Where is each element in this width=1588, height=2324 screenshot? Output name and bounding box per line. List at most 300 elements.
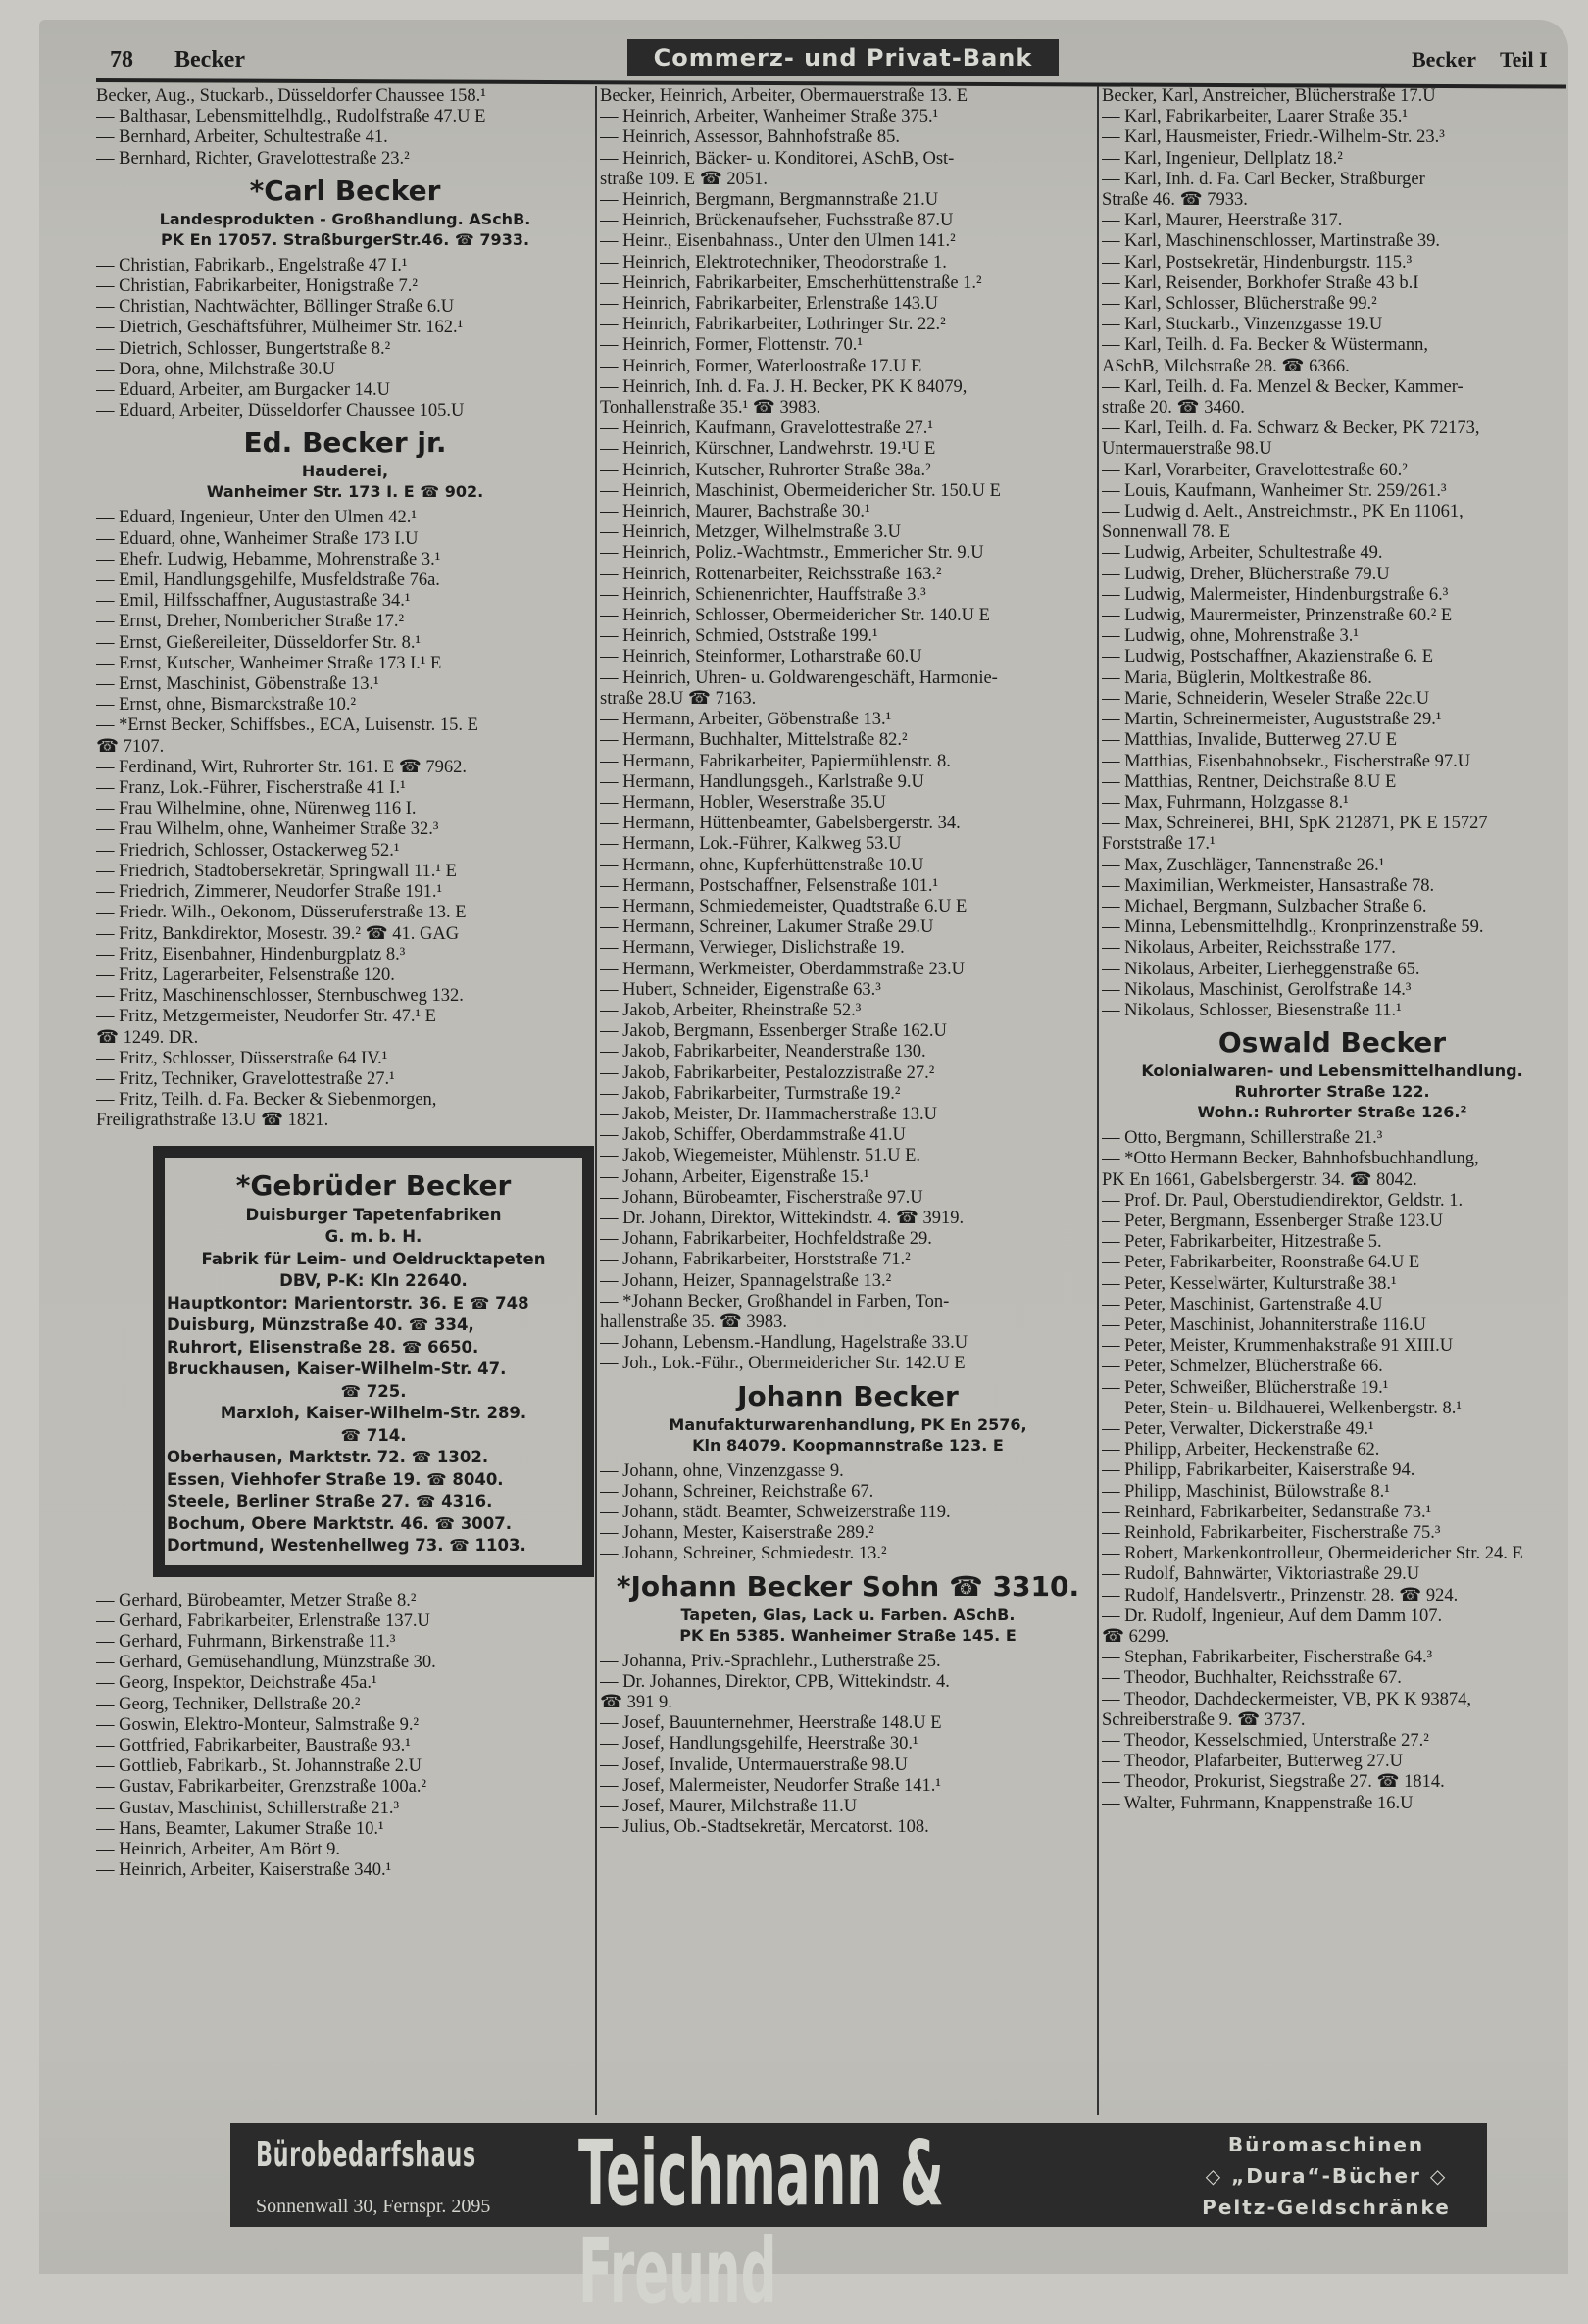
directory-entry	[1102, 1001, 1563, 1021]
directory-entry	[96, 1632, 594, 1653]
directory-entry	[600, 585, 1096, 606]
entry-line: — Friedrich, Stadtobersekretär, Springwall 11.¹ E	[96, 861, 457, 881]
directory-entry	[96, 86, 594, 107]
directory-entry	[600, 1333, 1096, 1354]
directory-entry	[600, 107, 1096, 127]
footer-ad-line: ◇ „Dura“-Bücher ◇	[1205, 2164, 1448, 2188]
entry-line: Becker, Aug., Stuckarb., Düsseldorfer Chaussee 158.¹	[96, 86, 486, 106]
directory-entry	[1102, 1544, 1563, 1564]
directory-entry	[96, 570, 594, 591]
entry-line: — Jakob, Wiegemeister, Mühlenstr. 51.U E.	[600, 1146, 921, 1166]
directory-column-3	[1102, 86, 1563, 1814]
entry-line: — Johann, Mester, Kaiserstraße 289.²	[600, 1523, 874, 1544]
directory-entry	[1102, 606, 1563, 626]
ad-line: G. m. b. H.	[324, 1227, 422, 1247]
entry-line: — Karl, Maurer, Heerstraße 317.	[1102, 211, 1343, 231]
entry-line: — Hubert, Schneider, Eigenstraße 63.³	[600, 979, 881, 1000]
directory-entry	[600, 543, 1096, 564]
ad-line: Duisburger Tapetenfabriken	[245, 1205, 502, 1224]
directory-entry	[96, 107, 594, 127]
entry-line: — Gerhard, Fabrikarbeiter, Erlenstraße 137.U	[96, 1610, 430, 1631]
directory-entry	[600, 190, 1096, 211]
directory-entry	[1102, 1794, 1563, 1814]
directory-entry	[96, 360, 594, 380]
directory-entry	[1102, 1295, 1563, 1315]
entry-line: — Ludwig, ohne, Mohrenstraße 3.¹	[1102, 626, 1359, 647]
entry-line: — Heinrich, Kürschner, Landwehrstr. 19.¹U E	[600, 439, 936, 460]
directory-entry	[1102, 294, 1563, 315]
entry-line: — Friedrich, Schlosser, Ostackerweg 52.¹	[96, 840, 400, 861]
entry-line: — Peter, Verwalter, Dickerstraße 49.¹	[1102, 1418, 1374, 1439]
entry-line: — Peter, Stein- u. Bildhauerei, Welkenbergstr. 8.¹	[1102, 1398, 1462, 1418]
directory-entry	[96, 799, 594, 819]
directory-entry	[1102, 1460, 1563, 1481]
entry-line: — Heinrich, Kaufmann, Gravelottestraße 27.¹	[600, 419, 933, 439]
entry-line: — Marie, Schneiderin, Weseler Straße 22c.U	[1102, 688, 1430, 709]
directory-entry	[600, 1354, 1096, 1374]
advertisement	[96, 425, 594, 502]
directory-entry	[600, 668, 1096, 710]
entry-line: — Heinrich, Former, Flottenstr. 70.¹	[600, 335, 863, 356]
directory-entry	[600, 1042, 1096, 1063]
entry-line: — Johann, Schreiner, Schmiedestr. 13.²	[600, 1544, 887, 1564]
entry-line: ASchB, Milchstraße 28. ☎ 6366.	[1102, 356, 1350, 376]
ad-line: Bochum, Obere Marktstr. 46. ☎ 3007.	[167, 1513, 513, 1533]
entry-line: — Karl, Teilh. d. Fa. Becker & Wüstermann,	[1102, 335, 1428, 356]
directory-entry	[600, 1001, 1096, 1021]
entry-line: — Josef, Invalide, Untermauerstraße 98.U	[600, 1755, 908, 1775]
directory-entry	[96, 149, 594, 170]
entry-line: — Goswin, Elektro-Monteur, Salmstraße 9.²	[96, 1714, 420, 1735]
entry-line: — Heinrich, Uhren- u. Goldwarengeschäft, Harmonie-	[600, 668, 998, 688]
entry-line: — Hermann, Schreiner, Lakumer Straße 29.U	[600, 917, 934, 938]
ad-line: Landesprodukten - Großhandlung. ASchB.	[159, 209, 531, 228]
entry-line: — Karl, Maschinenschlosser, Martinstraße 39.	[1102, 231, 1441, 252]
entry-line: — Jakob, Arbeiter, Rheinstraße 52.³	[600, 1000, 862, 1020]
directory-entry	[96, 695, 594, 716]
entry-line: — Philipp, Maschinist, Bülowstraße 8.¹	[1102, 1481, 1390, 1502]
entry-line: straße 28.U ☎ 7163.	[600, 688, 757, 709]
directory-entry	[600, 149, 1096, 190]
directory-entry	[1102, 1315, 1563, 1336]
entry-line: — Otto, Bergmann, Schillerstraße 21.³	[1102, 1128, 1383, 1149]
entry-line: — Dietrich, Schlosser, Bungertstraße 8.²	[96, 338, 391, 359]
entry-line: Sonnenwall 78. E	[1102, 522, 1231, 543]
entry-line: — Theodor, Dachdeckermeister, VB, PK K 93874,	[1102, 1689, 1472, 1709]
directory-entry	[96, 1007, 594, 1048]
entry-line: — Ludwig, Maurermeister, Prinzenstraße 60.² E	[1102, 606, 1453, 626]
directory-entry	[600, 1271, 1096, 1292]
entry-line: — Ernst, Gießereileiter, Düsseldorfer Str. 8.¹	[96, 632, 422, 653]
advertisement	[600, 1379, 1096, 1456]
entry-line: — Friedrich, Zimmerer, Neudorfer Straße 191.¹	[96, 882, 443, 903]
entry-line: — Peter, Maschinist, Johanniterstraße 116.U	[1102, 1314, 1426, 1335]
entry-line: — Heinrich, Brückenaufseher, Fuchsstraße 87.U	[600, 211, 954, 231]
entry-line: — Heinrich, Inh. d. Fa. J. H. Becker, PK K 84079,	[600, 376, 968, 397]
entry-line: — Ernst, ohne, Bismarckstraße 10.²	[96, 695, 357, 716]
ad-line: Johann Becker	[737, 1379, 959, 1412]
directory-entry	[1102, 86, 1563, 107]
directory-entry	[1102, 1440, 1563, 1460]
directory-entry	[1102, 1607, 1563, 1648]
directory-entry	[1102, 1232, 1563, 1253]
directory-entry	[600, 1713, 1096, 1734]
directory-entry	[600, 1503, 1096, 1523]
directory-entry	[1102, 1253, 1563, 1273]
entry-line: — Gerhard, Bürobeamter, Metzer Straße 8.²	[96, 1590, 417, 1610]
entry-line: — Heinrich, Arbeiter, Wanheimer Straße 375.¹	[600, 107, 939, 127]
directory-entry	[600, 980, 1096, 1001]
entry-line: — Peter, Maschinist, Gartenstraße 4.U	[1102, 1294, 1383, 1314]
entry-line: — Fritz, Lagerarbeiter, Felsenstraße 120.	[96, 964, 395, 985]
ad-line: Marxloh, Kaiser-Wilhelm-Str. 289.	[220, 1404, 527, 1423]
entry-line: — Heinrich, Assessor, Bahnhofstraße 85.	[600, 127, 900, 148]
entry-line: — Fritz, Teilh. d. Fa. Becker & Siebenmorgen,	[96, 1090, 437, 1111]
footer-ad-line: Büromaschinen	[1227, 2133, 1425, 2156]
entry-line: — Karl, Ingenieur, Dellplatz 18.²	[1102, 148, 1343, 169]
entry-line: — Josef, Handlungsgehilfe, Heerstraße 30.¹	[600, 1734, 918, 1755]
entry-line: — Josef, Maurer, Milchstraße 11.U	[600, 1797, 858, 1817]
directory-entry	[96, 591, 594, 612]
footer-ad-left-title: Bürobedarfshaus	[256, 2135, 476, 2175]
entry-line: straße 20. ☎ 3460.	[1102, 398, 1245, 419]
entry-line: PK En 1661, Gabelsbergerstr. 34. ☎ 8042.	[1102, 1169, 1417, 1190]
entry-line: — Heinr., Eisenbahnass., Unter den Ulmen 141.²	[600, 231, 956, 252]
part-label: Teil I	[1500, 47, 1548, 72]
directory-entry	[600, 1523, 1096, 1544]
entry-line: — Rudolf, Bahnwärter, Viktoriastraße 29.U	[1102, 1564, 1420, 1585]
directory-entry	[1102, 917, 1563, 938]
directory-entry	[96, 529, 594, 550]
entry-line: — Robert, Markenkontrolleur, Obermeidericher Str. 24. E	[1102, 1544, 1523, 1564]
entry-line: — Jakob, Fabrikarbeiter, Turmstraße 19.²	[600, 1083, 901, 1104]
entry-line: — Heinrich, Elektrotechniker, Theodorstraße 1.	[600, 252, 947, 272]
directory-entry	[1102, 1378, 1563, 1399]
directory-entry	[600, 876, 1096, 897]
ad-line: Wanheimer Str. 173 I. E ☎ 902.	[206, 482, 484, 502]
entry-line: — Eduard, Ingenieur, Unter den Ulmen 42.¹	[96, 508, 417, 528]
directory-entry	[600, 1146, 1096, 1166]
entry-line: — Michael, Bergmann, Sulzbacher Straße 6.	[1102, 896, 1427, 916]
entry-line: — Hermann, ohne, Kupferhüttenstraße 10.U	[600, 855, 924, 875]
entry-line: — Dietrich, Geschäftsführer, Mülheimer Str. 162.¹	[96, 318, 464, 338]
entry-line: — Heinrich, Former, Waterloostraße 17.U E	[600, 356, 922, 376]
entry-line: — Heinrich, Schienenrichter, Hauffstraße 3.³	[600, 584, 926, 605]
entry-line: — Frau Wilhelmine, ohne, Nürenweg 116 I.	[96, 799, 417, 819]
directory-entry	[1102, 377, 1563, 419]
footer-ad-line: Peltz-Geldschränke	[1202, 2196, 1451, 2219]
ad-line: Manufakturwarenhandlung, PK En 2576,	[669, 1414, 1027, 1434]
directory-entry	[1102, 647, 1563, 668]
ad-line: ☎ 714.	[340, 1425, 407, 1445]
entry-line: — Ludwig, Postschaffner, Akazienstraße 6. E	[1102, 647, 1434, 668]
directory-entry	[96, 1591, 594, 1611]
entry-line: Becker, Heinrich, Arbeiter, Obermauerstraße 13. E	[600, 86, 968, 106]
entry-line: — Hermann, Postschaffner, Felsenstraße 101.¹	[600, 875, 939, 896]
directory-entry	[600, 856, 1096, 876]
directory-entry	[600, 1797, 1096, 1817]
directory-entry	[600, 647, 1096, 668]
directory-entry	[600, 522, 1096, 543]
directory-entry	[96, 297, 594, 318]
directory-entry	[96, 1049, 594, 1069]
entry-line: — Heinrich, Bergmann, Bergmannstraße 21.U	[600, 190, 939, 211]
ad-line: ☎ 725.	[340, 1381, 407, 1401]
entry-line: — Dr. Rudolf, Ingenieur, Auf dem Damm 107.	[1102, 1606, 1443, 1626]
entry-line: — Ludwig, Arbeiter, Schultestraße 49.	[1102, 543, 1383, 564]
running-head-left: Becker	[174, 47, 245, 73]
entry-line: — Eduard, Arbeiter, am Burgacker 14.U	[96, 380, 390, 401]
entry-line: — Georg, Techniker, Dellstraße 20.²	[96, 1694, 361, 1714]
entry-line: ☎ 7107.	[96, 736, 165, 757]
directory-entry	[600, 1084, 1096, 1105]
entry-line: — Matthias, Rentner, Deichstraße 8.U E	[1102, 771, 1397, 792]
entry-line: — Rudolf, Handelsvertr., Prinzenstr. 28. ☎ 924.	[1102, 1585, 1459, 1606]
directory-entry	[600, 461, 1096, 481]
directory-entry	[1102, 897, 1563, 917]
directory-entry	[600, 1250, 1096, 1270]
directory-entry	[96, 1090, 594, 1131]
directory-entry	[96, 401, 594, 421]
directory-entry	[96, 276, 594, 297]
directory-column-2	[600, 86, 1096, 1838]
entry-line: ☎ 1249. DR.	[96, 1027, 199, 1048]
entry-line: — Johanna, Priv.-Sprachlehr., Lutherstraße 25.	[600, 1651, 941, 1671]
entry-line: — Gustav, Maschinist, Schillerstraße 21.³	[96, 1798, 400, 1818]
directory-entry	[600, 606, 1096, 626]
entry-line: — Nikolaus, Schlosser, Biesenstraße 11.¹	[1102, 1000, 1402, 1020]
entry-line: — Theodor, Kesselschmied, Unterstraße 27.²	[1102, 1731, 1429, 1752]
ad-line: Hauptkontor: Marientorstr. 36. E ☎ 748	[167, 1293, 529, 1312]
directory-entry	[1102, 1274, 1563, 1295]
entry-line: — Gottlieb, Fabrikarb., St. Johannstraße 2.U	[96, 1756, 422, 1777]
directory-entry	[600, 1292, 1096, 1333]
directory-entry	[1102, 1482, 1563, 1503]
directory-entry	[600, 253, 1096, 273]
entry-line: — Karl, Reisender, Borkhofer Straße 43 b.I	[1102, 272, 1419, 293]
entry-line: — Ernst, Maschinist, Göbenstraße 13.¹	[96, 674, 379, 695]
entry-line: — Walter, Fuhrmann, Knappenstraße 16.U	[1102, 1793, 1414, 1813]
ad-line: Kolonialwaren- und Lebensmittelhandlung.	[1141, 1062, 1523, 1081]
entry-line: — Hermann, Handlungsgeh., Karlstraße 9.U	[600, 771, 924, 792]
directory-entry	[1102, 1523, 1563, 1544]
entry-line: — Johann, Schreiner, Reichstraße 67.	[600, 1481, 874, 1502]
directory-entry	[600, 834, 1096, 855]
directory-entry	[1102, 315, 1563, 335]
directory-entry	[96, 633, 594, 654]
entry-line: — Hermann, Hobler, Weserstraße 35.U	[600, 792, 886, 813]
directory-entry	[1102, 543, 1563, 564]
entry-line: — Frau Wilhelm, ohne, Wanheimer Straße 32.³	[96, 819, 439, 840]
directory-entry	[1102, 876, 1563, 897]
entry-line: — Theodor, Buchhalter, Reichsstraße 67.	[1102, 1668, 1402, 1689]
entry-line: — Karl, Stuckarb., Vinzenzgasse 19.U	[1102, 315, 1383, 335]
ad-line: Tapeten, Glas, Lack u. Farben. ASchB.	[680, 1605, 1016, 1624]
entry-line: — Max, Fuhrmann, Holzgasse 8.¹	[1102, 792, 1349, 813]
entry-line: — Heinrich, Fabrikarbeiter, Erlenstraße 143.U	[600, 294, 938, 315]
entry-line: — Nikolaus, Arbeiter, Reichsstraße 177.	[1102, 938, 1396, 959]
directory-entry	[1102, 1648, 1563, 1668]
ad-line: Kln 84079. Koopmannstraße 123. E	[692, 1435, 1004, 1455]
entry-line: — Emil, Handlungsgehilfe, Musfeldstraße 76a.	[96, 570, 440, 591]
entry-line: — Reinhold, Fabrikarbeiter, Fischerstraße 75.³	[1102, 1523, 1441, 1543]
entry-line: — Nikolaus, Arbeiter, Lierheggenstraße 65.	[1102, 959, 1420, 979]
entry-line: — *Johann Becker, Großhandel in Farben, Ton-	[600, 1291, 950, 1311]
directory-entry	[96, 1860, 594, 1881]
entry-line: — Karl, Vorarbeiter, Gravelottestraße 60.²	[1102, 460, 1408, 480]
entry-line: Forststraße 17.¹	[1102, 834, 1216, 855]
directory-entry	[600, 502, 1096, 522]
entry-line: — Johann, Fabrikarbeiter, Horststraße 71.²	[600, 1250, 911, 1270]
directory-entry	[1102, 1586, 1563, 1607]
directory-entry	[96, 1611, 594, 1632]
ad-line: Ed. Becker jr.	[243, 426, 447, 460]
entry-line: — Franz, Lok.-Führer, Fischerstraße 41 I.¹	[96, 778, 406, 799]
advertisement	[1102, 1025, 1563, 1122]
directory-entry	[600, 626, 1096, 647]
directory-entry	[600, 1776, 1096, 1797]
entry-line: — Heinrich, Bäcker- u. Konditorei, ASchB, Ost-	[600, 148, 955, 169]
directory-entry	[600, 1734, 1096, 1755]
directory-entry	[600, 1652, 1096, 1672]
entry-line: — Heinrich, Kutscher, Ruhrorter Straße 38a.²	[600, 460, 931, 480]
directory-entry	[1102, 1752, 1563, 1772]
bank-banner-ad: Commerz- und Privat-Bank	[627, 39, 1059, 76]
entry-line: — Heinrich, Schlosser, Obermeidericher Str. 140.U E	[600, 606, 990, 626]
directory-entry	[600, 86, 1096, 107]
ad-line: Ruhrorter Straße 122.	[1234, 1082, 1430, 1102]
entry-line: — Hermann, Schmiedemeister, Quadtstraße 6.U E	[600, 896, 968, 916]
directory-entry	[1102, 856, 1563, 876]
directory-entry	[1102, 1419, 1563, 1440]
directory-entry	[1102, 772, 1563, 793]
directory-entry	[600, 231, 1096, 252]
directory-entry	[1102, 107, 1563, 127]
entry-line: — Peter, Schweißer, Blücherstraße 19.¹	[1102, 1377, 1389, 1398]
directory-entry	[96, 1819, 594, 1840]
entry-line: — Johann, ohne, Vinzenzgasse 9.	[600, 1460, 844, 1481]
ad-line: Dortmund, Westenhellweg 73. ☎ 1103.	[167, 1536, 526, 1556]
directory-entry	[96, 1840, 594, 1860]
footer-ad-address: Sonnenwall 30, Fernspr. 2095	[256, 2196, 491, 2217]
entry-line: — Jakob, Schiffer, Oberdammstraße 41.U	[600, 1125, 906, 1146]
directory-entry	[1102, 793, 1563, 814]
directory-entry	[96, 318, 594, 338]
directory-entry	[96, 654, 594, 674]
directory-entry	[1102, 1731, 1563, 1752]
directory-entry	[1102, 626, 1563, 647]
directory-entry	[96, 758, 594, 778]
ad-line: Essen, Viehhofer Straße 19. ☎ 8040.	[167, 1469, 504, 1489]
directory-entry	[96, 862, 594, 882]
entry-line: — Prof. Dr. Paul, Oberstudiendirektor, Geldstr. 1.	[1102, 1190, 1464, 1211]
entry-line: — Peter, Schmelzer, Blücherstraße 66.	[1102, 1357, 1383, 1377]
directory-entry	[1102, 814, 1563, 855]
entry-line: — Hermann, Buchhalter, Mittelstraße 82.²	[600, 730, 908, 751]
entry-line: — Ludwig, Malermeister, Hindenburgstraße 6.³	[1102, 584, 1449, 605]
entry-line: — Hermann, Hüttenbeamter, Gabelsbergerstr. 34.	[600, 814, 961, 834]
ad-line: Wohn.: Ruhrorter Straße 126.²	[1197, 1103, 1467, 1122]
column-divider	[595, 86, 597, 2115]
entry-line: — Eduard, Arbeiter, Düsseldorfer Chaussee 105.U	[96, 401, 465, 421]
entry-line: — Ludwig, Dreher, Blücherstraße 79.U	[1102, 564, 1390, 584]
directory-entry	[1102, 585, 1563, 606]
directory-entry	[600, 481, 1096, 502]
entry-line: — Fritz, Metzgermeister, Neudorfer Str. 47.¹ E	[96, 1007, 436, 1027]
entry-line: — Hermann, Lok.-Führer, Kalkweg 53.U	[600, 834, 902, 855]
entry-line: — Josef, Malermeister, Neudorfer Straße 141.¹	[600, 1775, 941, 1796]
directory-entry	[1102, 231, 1563, 252]
directory-entry	[96, 903, 594, 923]
directory-entry	[600, 730, 1096, 751]
ad-line: Bruckhausen, Kaiser-Wilhelm-Str. 47.	[167, 1360, 507, 1379]
directory-entry	[600, 1229, 1096, 1250]
ad-line: DBV, P-K: Kln 22640.	[279, 1271, 468, 1291]
directory-entry	[96, 612, 594, 632]
directory-entry	[600, 1167, 1096, 1188]
entry-line: — Minna, Lebensmittelhdlg., Kronprinzenstraße 59.	[1102, 917, 1484, 938]
entry-line: — Peter, Fabrikarbeiter, Roonstraße 64.U E	[1102, 1253, 1420, 1273]
directory-entry	[1102, 149, 1563, 170]
directory-entry	[1102, 980, 1563, 1001]
entry-line: — Peter, Fabrikarbeiter, Hitzestraße 5.	[1102, 1232, 1382, 1253]
directory-entry	[600, 814, 1096, 834]
directory-entry	[600, 1063, 1096, 1084]
entry-line: — Friedr. Wilh., Oekonom, Düsseruferstraße 13. E	[96, 903, 467, 923]
directory-entry	[96, 1673, 594, 1694]
directory-entry	[1102, 689, 1563, 710]
entry-line: — Dr. Johann, Direktor, Wittekindstr. 4. ☎ 3919.	[600, 1208, 965, 1228]
entry-line: — Karl, Inh. d. Fa. Carl Becker, Straßburger	[1102, 169, 1425, 189]
entry-line: — Johann, Lebensm.-Handlung, Hagelstraße 33.U	[600, 1333, 968, 1354]
directory-entry	[600, 1021, 1096, 1042]
directory-entry	[1102, 1336, 1563, 1357]
entry-line: — Matthias, Eisenbahnobsekr., Fischerstraße 97.U	[1102, 751, 1471, 771]
directory-entry	[96, 924, 594, 945]
directory-entry	[1102, 565, 1563, 585]
entry-line: — Karl, Teilh. d. Fa. Menzel & Becker, Kammer-	[1102, 376, 1464, 397]
directory-entry	[1102, 710, 1563, 730]
entry-line: — Karl, Schlosser, Blücherstraße 99.²	[1102, 294, 1377, 315]
entry-line: — Johann, Bürobeamter, Fischerstraße 97.U	[600, 1187, 923, 1208]
entry-line: ☎ 391 9.	[600, 1693, 672, 1713]
directory-entry	[600, 917, 1096, 938]
entry-line: — Theodor, Plafarbeiter, Butterweg 27.U	[1102, 1752, 1403, 1772]
directory-entry	[96, 256, 594, 276]
directory-entry	[1102, 938, 1563, 959]
directory-entry	[96, 716, 594, 757]
entry-line: — Fritz, Bankdirektor, Mosestr. 39.² ☎ 41. GAG	[96, 923, 460, 944]
directory-entry	[600, 960, 1096, 980]
column-divider	[1097, 86, 1099, 2115]
directory-entry	[600, 1544, 1096, 1564]
entry-line: — Johann, Arbeiter, Eigenstraße 15.¹	[600, 1166, 869, 1187]
directory-column-1	[96, 86, 594, 1881]
directory-entry	[1102, 211, 1563, 231]
directory-entry	[1102, 253, 1563, 273]
entry-line: — Jakob, Bergmann, Essenberger Straße 162.U	[600, 1021, 947, 1042]
entry-line: — Gerhard, Fuhrmann, Birkenstraße 11.³	[96, 1631, 396, 1652]
entry-line: — Heinrich, Metzger, Wilhelmstraße 3.U	[600, 522, 901, 543]
directory-entry	[600, 897, 1096, 917]
directory-entry	[1102, 170, 1563, 211]
entry-line: — Johann, Fabrikarbeiter, Hochfeldstraße 29.	[600, 1229, 932, 1250]
entry-line: — Hans, Beamter, Lakumer Straße 10.¹	[96, 1818, 384, 1839]
directory-entry	[96, 945, 594, 965]
entry-line: — Karl, Teilh. d. Fa. Schwarz & Becker, PK 72173,	[1102, 419, 1480, 439]
directory-entry	[1102, 1690, 1563, 1731]
directory-entry	[1102, 1503, 1563, 1523]
